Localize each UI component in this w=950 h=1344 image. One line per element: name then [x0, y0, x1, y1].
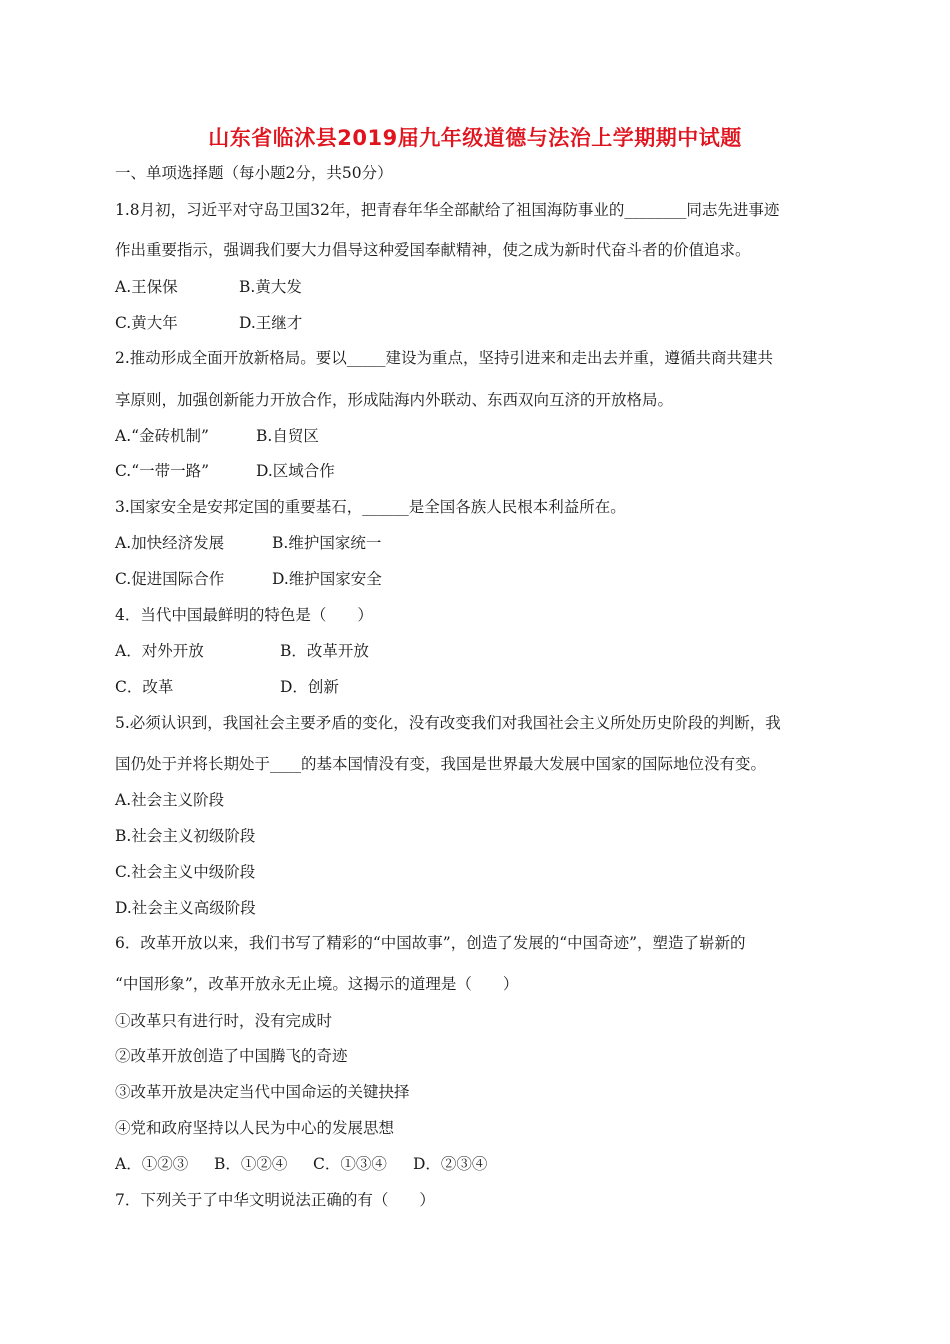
question-7-line-1: 7．下列关于了中华文明说法正确的有（ ） [115, 1191, 435, 1209]
question-6-statement-2: ②改革开放创造了中国腾飞的奇迹 [115, 1047, 348, 1065]
option-d: D.区域合作 [256, 462, 335, 480]
question-5-line-1: 5.必须认识到，我国社会主要矛盾的变化，没有改变我们对我国社会主义所处历史阶段的判断，我 [115, 714, 781, 732]
question-5-line-2: 国仍处于并将长期处于____的基本国情没有变，我国是世界最大发展中国家的国际地位没有变。 [115, 755, 767, 773]
option-c: C.黄大年 [115, 314, 178, 332]
option-b: B．①②④ [214, 1155, 288, 1173]
option-b: B.维护国家统一 [272, 534, 382, 552]
option-d: D.维护国家安全 [272, 570, 382, 588]
option-b: B．改革开放 [280, 642, 369, 660]
question-1-line-1: 1.8月初，习近平对守岛卫国32年，把青春年华全部献给了祖国海防事业的________同志先进事迹 [115, 201, 780, 219]
question-3-options-row-2 [115, 569, 382, 589]
question-4-line-1: 4．当代中国最鲜明的特色是（ ） [115, 606, 373, 624]
question-6-statement-3: ③改革开放是决定当代中国命运的关键抉择 [115, 1083, 410, 1101]
page-title: 山东省临沭县2019届九年级道德与法治上学期期中试题 [208, 126, 742, 150]
question-3-line-1: 3.国家安全是安邦定国的重要基石，______是全国各族人民根本利益所在。 [115, 498, 626, 516]
option-a: A.加快经济发展 [115, 534, 225, 552]
question-1-options-row-1 [115, 277, 302, 297]
question-5-option-c: C.社会主义中级阶段 [115, 863, 256, 881]
question-6-line-2: “中国形象”，改革开放永无止境。这揭示的道理是（ ） [115, 975, 519, 993]
option-a: A．对外开放 [115, 642, 204, 660]
question-2-options-row-1 [115, 426, 319, 446]
question-2-line-1: 2.推动形成全面开放新格局。要以_____建设为重点，坚持引进来和走出去并重，遵循共商共建共 [115, 349, 774, 367]
question-6-line-1: 6．改革开放以来，我们书写了精彩的“中国故事”，创造了发展的“中国奇迹”，塑造了崭新的 [115, 934, 746, 952]
question-6-options-row [115, 1154, 487, 1174]
question-4-options-row-2 [115, 677, 339, 697]
question-1-line-2: 作出重要指示，强调我们要大力倡导这种爱国奉献精神，使之成为新时代奋斗者的价值追求。 [115, 241, 751, 259]
option-b: B.自贸区 [256, 427, 319, 445]
option-c: C．改革 [115, 678, 174, 696]
question-6-statement-4: ④党和政府坚持以人民为中心的发展思想 [115, 1119, 395, 1137]
option-c: C.促进国际合作 [115, 570, 225, 588]
option-d: D．②③④ [413, 1155, 488, 1173]
question-1-options-row-2 [115, 313, 302, 333]
question-4-options-row-1 [115, 641, 369, 661]
question-5-option-b: B.社会主义初级阶段 [115, 827, 256, 845]
option-a: A.王保保 [115, 278, 178, 296]
section-heading: 一、单项选择题（每小题2分，共50分） [115, 164, 393, 182]
option-d: D．创新 [280, 678, 339, 696]
option-b: B.黄大发 [239, 278, 302, 296]
option-a: A.“金砖机制” [115, 427, 209, 445]
option-a: A．①②③ [115, 1155, 189, 1173]
option-c: C．①③④ [313, 1155, 387, 1173]
question-2-line-2: 享原则，加强创新能力开放合作，形成陆海内外联动、东西双向互济的开放格局。 [115, 391, 674, 409]
question-2-options-row-2 [115, 461, 335, 481]
question-5-option-a: A.社会主义阶段 [115, 791, 225, 809]
question-6-statement-1: ①改革只有进行时，没有完成时 [115, 1012, 333, 1030]
question-3-options-row-1 [115, 533, 381, 553]
option-d: D.王继才 [239, 314, 303, 332]
question-5-option-d: D.社会主义高级阶段 [115, 899, 256, 917]
option-c: C.“一带一路” [115, 462, 210, 480]
